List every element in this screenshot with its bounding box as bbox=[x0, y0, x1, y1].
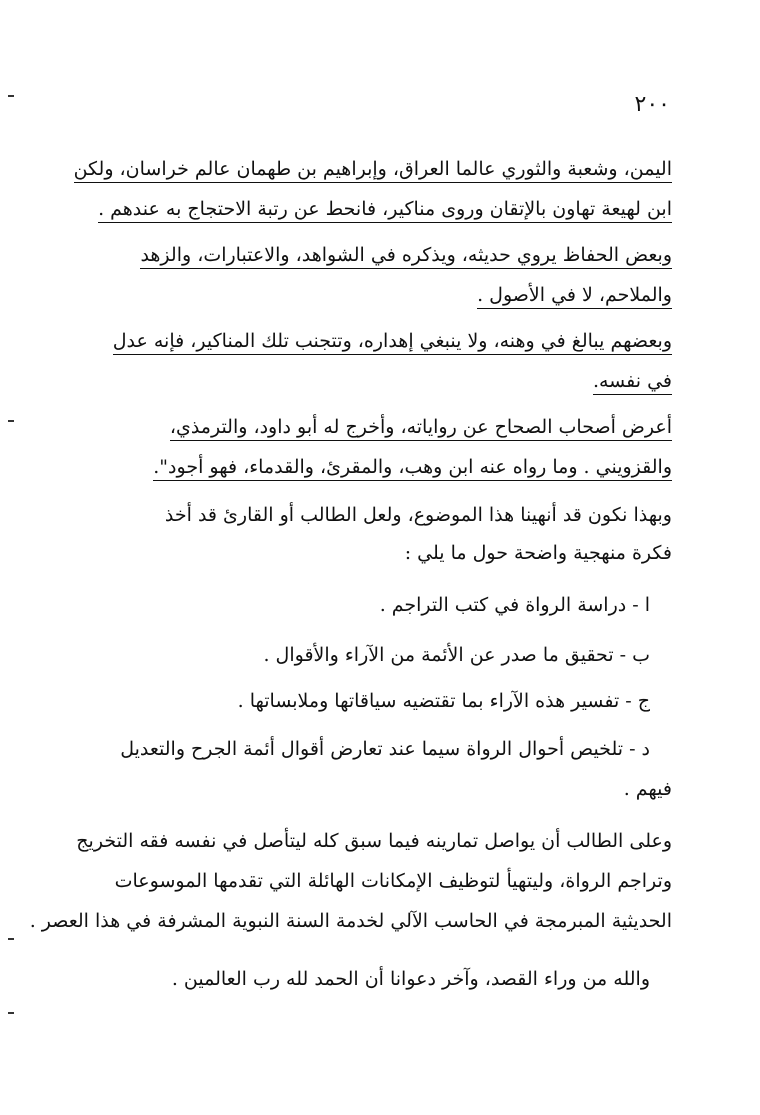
underlined-text: والقزويني . وما رواه عنه ابن وهب، والمقرئ، والقدماء، فهو أجود". bbox=[153, 456, 672, 481]
text-line bbox=[113, 328, 672, 354]
text-line bbox=[74, 156, 672, 182]
text-line bbox=[98, 196, 672, 222]
underlined-text: في نفسه. bbox=[593, 370, 672, 395]
text-line: وتراجم الرواة، وليتهيأ لتوظيف الإمكانات الهائلة التي تقدمها الموسوعات bbox=[114, 870, 672, 892]
page-number: ٢٠٠ bbox=[634, 92, 670, 117]
list-item: ج - تفسير هذه الآراء بما تقتضيه سياقاتها وملابساتها . bbox=[237, 690, 650, 712]
list-item: ب - تحقيق ما صدر عن الأئمة من الآراء والأقوال . bbox=[263, 644, 650, 666]
text-line: وعلى الطالب أن يواصل تمارينه فيما سبق كله ليتأصل في نفسه فقه التخريج bbox=[76, 830, 672, 852]
underlined-text: والملاحم، لا في الأصول . bbox=[477, 284, 672, 309]
underlined-text: أعرض أصحاب الصحاح عن رواياته، وأخرج له أبو داود، والترمذي، bbox=[170, 416, 672, 441]
text-line: الحديثية المبرمجة في الحاسب الآلي لخدمة السنة النبوية المشرفة في هذا العصر . bbox=[29, 910, 672, 932]
underlined-text: وبعض الحفاظ يروي حديثه، ويذكره في الشواهد، والاعتبارات، والزهد bbox=[140, 244, 672, 269]
margin-mark bbox=[8, 938, 14, 940]
text-line: فكرة منهجية واضحة حول ما يلي : bbox=[404, 542, 672, 564]
list-item: ا - دراسة الرواة في كتب التراجم . bbox=[379, 594, 650, 616]
underlined-text: وبعضهم يبالغ في وهنه، ولا ينبغي إهداره، وتتجنب تلك المناكير، فإنه عدل bbox=[113, 330, 672, 355]
text-line bbox=[140, 242, 672, 268]
text-line bbox=[170, 414, 672, 440]
list-item: د - تلخيص أحوال الرواة سيما عند تعارض أقوال أئمة الجرح والتعديل bbox=[120, 738, 650, 760]
text-line bbox=[593, 368, 672, 394]
underlined-text: اليمن، وشعبة والثوري عالما العراق، وإبراهيم بن طهمان عالم خراسان، ولكن bbox=[74, 158, 672, 183]
text-line: وبهذا نكون قد أنهينا هذا الموضوع، ولعل الطالب أو القارئ قد أخذ bbox=[164, 504, 672, 526]
text-line bbox=[153, 454, 672, 480]
text-line bbox=[477, 282, 672, 308]
margin-mark bbox=[8, 420, 14, 422]
margin-mark bbox=[8, 95, 14, 97]
closing-line: والله من وراء القصد، وآخر دعوانا أن الحمد لله رب العالمين . bbox=[171, 968, 650, 990]
margin-mark bbox=[8, 1012, 14, 1014]
list-item: فيهم . bbox=[623, 778, 672, 800]
underlined-text: ابن لهيعة تهاون بالإتقان وروى مناكير، فانحط عن رتبة الاحتجاج به عندهم . bbox=[98, 198, 672, 223]
